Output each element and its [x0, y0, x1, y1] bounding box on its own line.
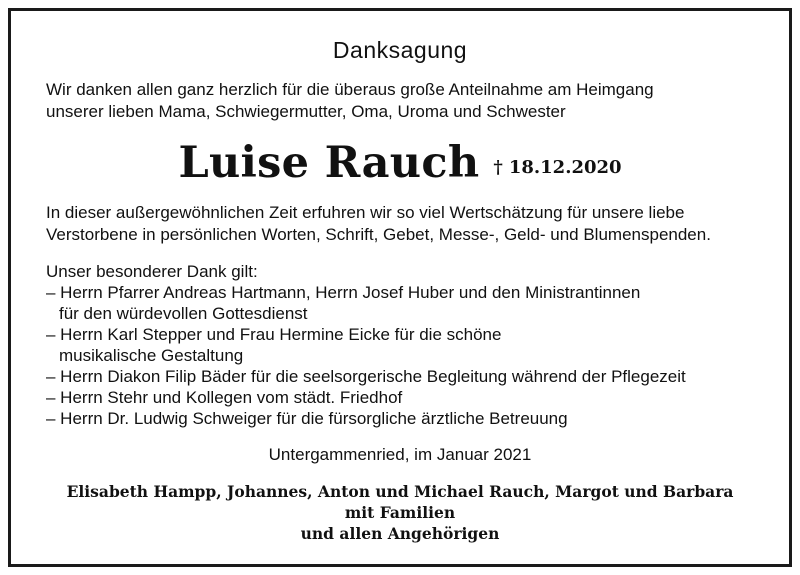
death-date: 18.12.2020	[508, 157, 622, 178]
place-date: Untergammenried, im Januar 2021	[268, 445, 532, 464]
thanks-line-6: – Herrn Stehr und Kollegen vom städt. Friedhof	[46, 388, 403, 407]
intro-line-1: Wir danken allen ganz herzlich für die überaus große Anteilnahme am Heimgang	[46, 80, 654, 99]
body-line-1: In dieser außergewöhnlichen Zeit erfuhren wir so viel Wertschätzung für unsere liebe	[46, 203, 685, 222]
thanks-line-5: – Herrn Diakon Filip Bäder für die seelsorgerische Begleitung während der Pflegezeit	[46, 367, 686, 386]
thanks-line-7: – Herrn Dr. Ludwig Schweiger für die fürsorgliche ärztliche Betreuung	[46, 409, 568, 428]
notice-heading: Danksagung	[332, 37, 468, 63]
thanks-heading: Unser besonderer Dank gilt:	[46, 262, 258, 281]
thanks-line-2: für den würdevollen Gottesdienst	[59, 304, 308, 323]
thanks-line-4: musikalische Gestaltung	[59, 346, 244, 365]
deceased-row	[11, 137, 789, 189]
obituary-notice	[8, 8, 792, 567]
thanks-line-1: – Herrn Pfarrer Andreas Hartmann, Herrn Josef Huber und den Ministrantinnen	[46, 283, 641, 302]
signature-line-3: und allen Angehörigen	[300, 524, 500, 543]
deceased-name: Luise Rauch	[178, 138, 480, 188]
death-info	[493, 157, 621, 178]
signature-line-1: Elisabeth Hampp, Johannes, Anton und Michael Rauch, Margot und Barbara	[66, 482, 734, 501]
cross-icon: †	[493, 157, 503, 178]
body-line-2: Verstorbene in persönlichen Worten, Schrift, Gebet, Messe-, Geld- und Blumenspenden.	[46, 225, 711, 244]
signature-line-2: mit Familien	[344, 503, 456, 522]
thanks-line-3: – Herrn Karl Stepper und Frau Hermine Eicke für die schöne	[46, 325, 502, 344]
intro-line-2: unserer lieben Mama, Schwiegermutter, Oma, Uroma und Schwester	[46, 102, 566, 121]
